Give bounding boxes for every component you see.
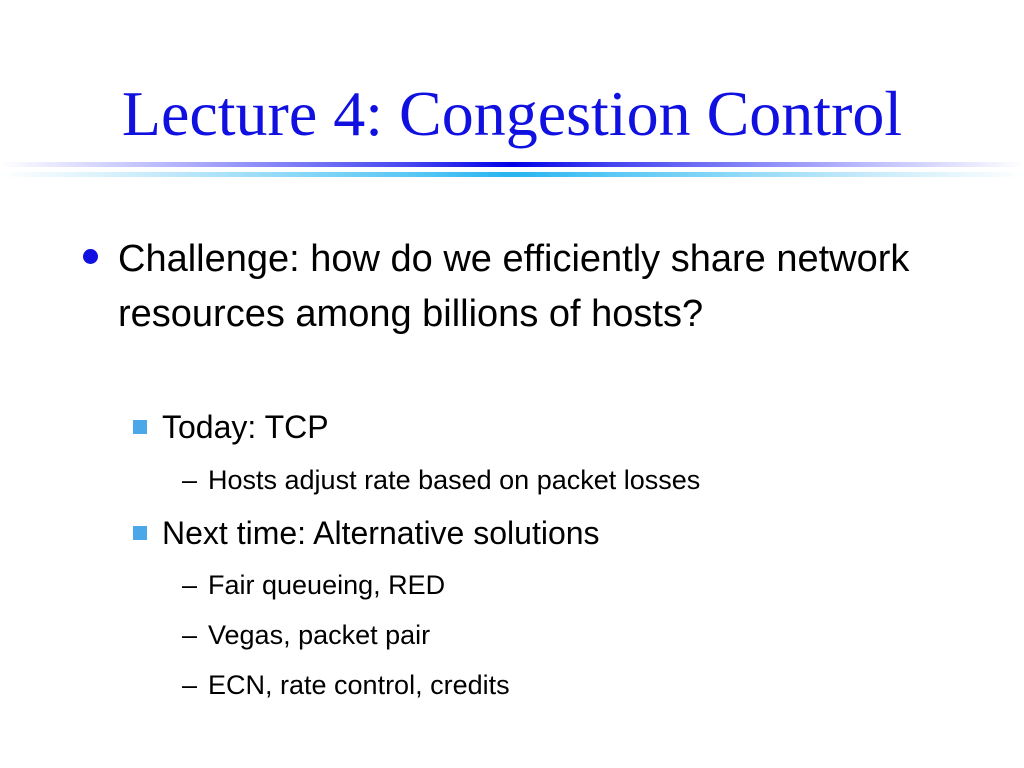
bullet-challenge: Challenge: how do we efficiently share network resources among billions of hosts? [118, 238, 910, 335]
sub-sub-bullet-fair-queueing: Fair queueing, RED [208, 570, 446, 600]
sub-sub-bullet-hosts: Hosts adjust rate based on packet losses [208, 465, 701, 495]
sub-bullet-next-time: Next time: Alternative solutions [162, 515, 600, 551]
dash-bullet: – [182, 620, 198, 650]
slide-title: Lecture 4: Congestion Control [121, 78, 903, 149]
dash-bullet: – [182, 670, 198, 700]
sub-sub-bullet-ecn: ECN, rate control, credits [208, 670, 510, 700]
circle-bullet-icon [83, 249, 98, 264]
sub-bullet-today: Today: TCP [162, 409, 329, 445]
square-bullet-icon [133, 420, 147, 434]
dash-bullet: – [182, 465, 198, 495]
square-bullet-icon [133, 526, 147, 540]
dash-bullet: – [182, 570, 198, 600]
sub-sub-bullet-vegas: Vegas, packet pair [208, 620, 431, 650]
